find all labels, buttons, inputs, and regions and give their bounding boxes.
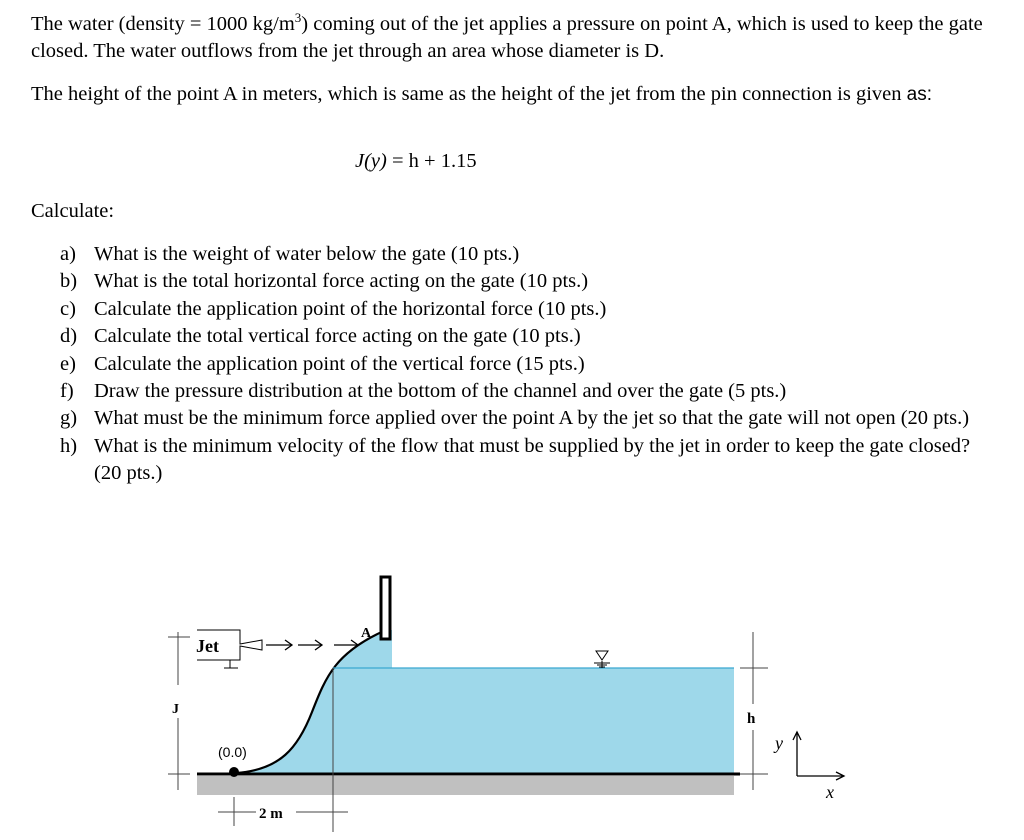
intro-text-a: The water (density = 1000 kg/m <box>31 13 295 35</box>
calculate-label: Calculate: <box>31 200 115 222</box>
intro-text-d: as: <box>906 84 932 105</box>
item-text: What is the total horizontal force acting on the gate (10 pts.) <box>94 270 589 293</box>
label-A: A <box>361 626 372 641</box>
label-J: J <box>172 702 179 717</box>
item-text: Calculate the total vertical force acting on the gate (10 pts.) <box>94 325 581 348</box>
item-letter: h) <box>60 434 78 457</box>
item-text: Calculate the application point of the horizontal force (10 pts.) <box>94 297 607 320</box>
item-text: What is the weight of water below the gate (10 pts.) <box>94 243 520 265</box>
pin-connection <box>229 767 239 777</box>
jet-arrows <box>266 640 358 650</box>
item-letter: g) <box>60 407 78 430</box>
item-letter: d) <box>60 325 78 348</box>
item-text: Calculate the application point of the vertical force (15 pts.) <box>94 352 585 375</box>
item-letter: c) <box>60 297 76 320</box>
axes-icon <box>793 732 844 780</box>
label-jet: Jet <box>196 636 219 656</box>
equation-lhs: J(y) <box>355 150 387 172</box>
label-origin: (0.0) <box>218 744 247 760</box>
item-letter: a) <box>60 243 76 265</box>
intro-text-b: ) coming out of the jet applies a pressure on point A, which is used to keep the gate closed. The water outflows from the jet through an area whose diameter is D. <box>31 13 983 62</box>
label-2m: 2 m <box>259 806 283 822</box>
label-x: x <box>826 782 834 802</box>
item-text: Draw the pressure distribution at the bottom of the channel and over the gate (5 pts.) <box>94 380 787 403</box>
intro-text-c: The height of the point A in meters, which is same as the height of the jet from the pin connection is given <box>31 83 907 105</box>
equation-rhs: = h + 1.15 <box>386 150 477 172</box>
superscript: 3 <box>294 10 302 26</box>
item-text: What must be the minimum force applied over the point A by the jet so that the gate will not open (20 pts.) <box>94 407 970 430</box>
item-text: What is the minimum velocity of the flow that must be supplied by the jet in order to keep the gate closed? (20 pts.) <box>94 434 971 485</box>
water-body <box>236 630 734 773</box>
item-letter: e) <box>60 352 76 375</box>
label-h: h <box>747 711 756 727</box>
ground-strip <box>197 776 734 795</box>
water-level-icon <box>594 651 610 668</box>
label-y: y <box>775 733 783 753</box>
gate-bar <box>381 577 390 639</box>
item-letter: f) <box>60 380 74 403</box>
item-letter: b) <box>60 270 78 293</box>
